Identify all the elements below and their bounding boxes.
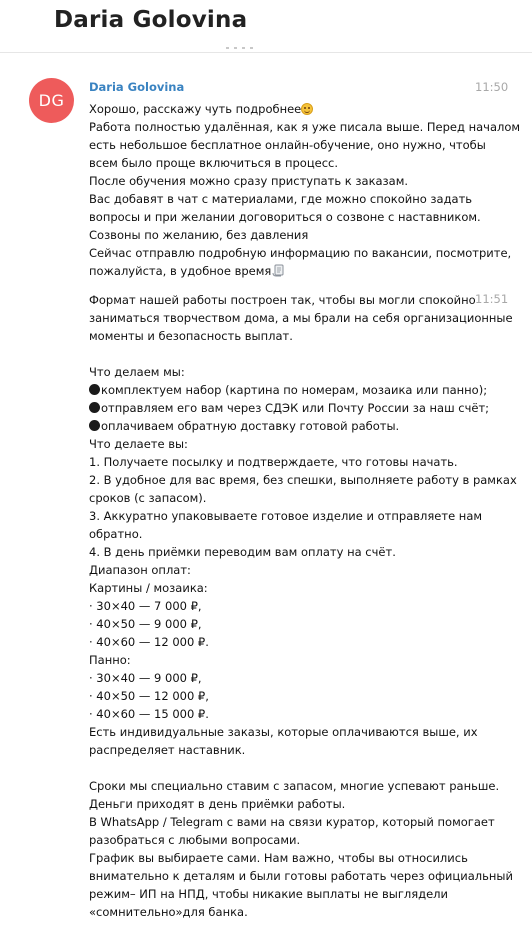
message-line: Формат нашей работы построен так, чтобы вы могли спокойно [89, 293, 476, 307]
message-line: оплачиваем обратную доставку готовой работы. [89, 417, 509, 435]
message-text [89, 100, 521, 280]
message-line: Картины / мозаика: [89, 581, 208, 595]
message-line: Есть индивидуальные заказы, которые оплачиваются выше, их [89, 725, 478, 739]
message-line: Сроки мы специально ставим с запасом, многие успевают раньше. [89, 779, 500, 793]
message-line: режим– ИП на НПД, чтобы никакие выплаты не выглядели [89, 887, 448, 901]
message-line: · 40×50 — 9 000 ₽, [89, 617, 202, 631]
message-line: распределяет наставник. [89, 743, 246, 757]
message-line: «сомнительно»для банка. [89, 905, 248, 919]
message-line: В WhatsApp / Telegram с вами на связи куратор, который помогает [89, 815, 495, 829]
message-line: Работа полностью удалённая, как я уже писала выше. Перед началом [89, 120, 521, 134]
message-line: · 40×60 — 15 000 ₽. [89, 707, 209, 721]
message-line: сроков (с запасом). [89, 491, 207, 505]
message-line: Деньги приходят в день приёмки работы. [89, 797, 346, 811]
sender-name[interactable]: Daria Golovina [89, 80, 185, 94]
black-circle-emoji [89, 420, 100, 431]
message-line: моменты и безопасность выплат. [89, 329, 293, 343]
blank-line [89, 759, 509, 777]
message-line: внимательно к деталям и были готовы работать через официальный [89, 869, 513, 883]
message-line: 3. Аккуратно упаковываете готовое изделие и отправляете нам [89, 509, 483, 523]
message-line: 1. Получаете посылку и подтверждаете, что готовы начать. [89, 455, 458, 469]
message-line: · 30×40 — 7 000 ₽, [89, 599, 202, 613]
message-text [89, 291, 517, 921]
chat-header [0, 0, 532, 53]
message-line: комплектуем набор (картина по номерам, мозаика или панно); [89, 381, 509, 399]
message-line: пожалуйста, в удобное время [89, 262, 509, 280]
message-line: Панно: [89, 653, 131, 667]
blank-line [89, 345, 509, 363]
chat-title[interactable]: Daria Golovina [54, 7, 248, 33]
message-line: 2. В удобное для вас время, без спешки, выполняете работу в рамках [89, 473, 517, 487]
message-line: 4. В день приёмки переводим вам оплату на счёт. [89, 545, 396, 559]
message-line: отправляем его вам через СДЭК или Почту России за наш счёт; [89, 399, 509, 417]
message-line: Хорошо, расскажу чуть подробнее [89, 100, 509, 118]
message-line: Вас добавят в чат с материалами, где можно спокойно задать [89, 192, 473, 206]
message-line: вопросы и при желании договориться о созвоне с наставником. [89, 210, 481, 224]
message-line: Диапазон оплат: [89, 563, 191, 577]
message-line: · 30×40 — 9 000 ₽, [89, 671, 202, 685]
scroll-emoji [272, 264, 285, 282]
message-line: График вы выбираете сами. Нам важно, чтобы вы относились [89, 851, 468, 865]
message-line: Что делаем мы: [89, 365, 185, 379]
black-circle-emoji [89, 402, 100, 413]
message-line: После обучения можно сразу приступать к заказам. [89, 174, 409, 188]
black-circle-emoji [89, 384, 100, 395]
message-line: · 40×50 — 12 000 ₽, [89, 689, 209, 703]
message-line: · 40×60 — 12 000 ₽. [89, 635, 209, 649]
message-line: заниматься творчеством дома, а мы брали на себя организационные [89, 311, 513, 325]
message-line: всем было проще включиться в процесс. [89, 156, 339, 170]
message-time: 11:51 [475, 292, 509, 306]
message-time: 11:50 [475, 80, 509, 94]
avatar[interactable]: DG [29, 78, 74, 123]
header-divider-decoration [226, 44, 260, 50]
smiling-face-emoji [301, 103, 313, 115]
message-line: Сейчас отправлю подробную информацию по вакансии, посмотрите, [89, 246, 512, 260]
message-line: Что делаете вы: [89, 437, 188, 451]
message-line: Созвоны по желанию, без давления [89, 228, 309, 242]
message-line: разобраться с любыми вопросами. [89, 833, 301, 847]
message-line: есть небольшое бесплатное онлайн-обучение, оно нужно, чтобы [89, 138, 486, 152]
message-line: обратно. [89, 527, 143, 541]
